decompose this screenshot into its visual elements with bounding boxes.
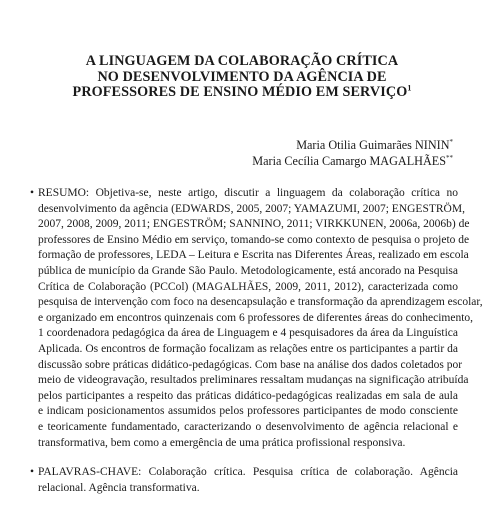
author-line — [252, 137, 453, 153]
abstract — [30, 186, 483, 451]
title-footnote-mark: 1 — [407, 83, 412, 93]
abstract-line: pelos participantes a respeito das práticas didático-pedagógicas realizadas em sala de aula — [38, 389, 458, 402]
author-footnote-mark: * — [449, 137, 453, 146]
author-line — [252, 153, 453, 169]
title-line-text: PROFESSORES DE ENSINO MÉDIO EM SERVIÇO — [72, 84, 408, 101]
author-list — [252, 137, 453, 169]
title-line: A LINGUAGEM DA COLABORAÇÃO CRÍTICA — [85, 53, 399, 69]
abstract-line: e indicam posicionamentos assumidos pelos professores participantes de modo consciente — [38, 405, 458, 418]
abstract-line: RESUMO: Objetiva-se, neste artigo, discutir a linguagem da colaboração crítica no — [38, 187, 458, 199]
author-name: Maria Cecília Camargo MAGALHÃES — [252, 154, 446, 168]
article-title — [60, 54, 424, 101]
author-footnote-mark: ** — [446, 153, 453, 162]
abstract-line: 1 coordenadora pedagógica da área de Linguagem e 4 pesquisadores da área da Linguística — [38, 327, 458, 340]
abstract-line: e teoricamente fundamentado, caracterizando o desenvolvimento de agência relacional e — [38, 420, 458, 433]
abstract-line: 2007, 2008, 2009, 2011; ENGESTRÖM; SANNINO, 2011; VIRKKUNEN, 2006a, 2006b) de — [38, 218, 470, 231]
author-name: Maria Otilia Guimarães NININ — [296, 138, 450, 152]
abstract-line: pública de município da Grande São Paulo. Metodologicamente, está ancorado na Pesquisa — [38, 264, 458, 277]
abstract-line: pesquisa de intervenção com foco na desencapsulação e transformação da aprendizagem escolar, — [38, 296, 483, 309]
abstract-line: professores de Ensino Médio em serviço, tomando-se como contexto de pesquisa o projeto de — [38, 233, 470, 246]
keywords-line: relacional. Agência transformativa. — [38, 481, 200, 494]
abstract-line: Aplicada. Os encontros de formação focalizam as relações entre os participantes a partir da — [38, 342, 458, 355]
keywords-line: PALAVRAS-CHAVE: Colaboração crítica. Pesquisa crítica de colaboração. Agência — [38, 466, 458, 478]
bullet-icon: • — [30, 466, 35, 478]
bullet-icon: • — [30, 187, 35, 199]
abstract-line: formação de professores, LEDA – Leitura e Escrita nas Diferentes Áreas, realizado em escola — [38, 249, 469, 262]
abstract-line: transformativa, bem como a emergência de uma prática profissional responsiva. — [38, 436, 406, 449]
title-line: NO DESENVOLVIMENTO DA AGÊNCIA DE — [97, 68, 387, 85]
abstract-line: desenvolvimento da agência (EDWARDS, 2005, 2007; YAMAZUMI, 2007; ENGESTRÖM, — [38, 202, 465, 215]
abstract-line: e organizado em encontros quinzenais com 6 professores de diferentes áreas do conhecimento, — [38, 311, 474, 324]
abstract-line: discussão sobre práticas didático-pedagógicas. Com base na análise dos dados coletados por — [38, 358, 463, 371]
abstract-line: meio de videogravação, resultados preliminares ressaltam mudanças na significação atribuída — [38, 374, 469, 387]
abstract-text — [38, 186, 483, 451]
title-line — [60, 85, 424, 101]
abstract-line: Crítica de Colaboração (PCCol) (MAGALHÃES, 2009, 2011, 2012), caracterizada como — [38, 280, 458, 293]
keywords — [30, 465, 458, 496]
keywords-text — [38, 465, 458, 496]
